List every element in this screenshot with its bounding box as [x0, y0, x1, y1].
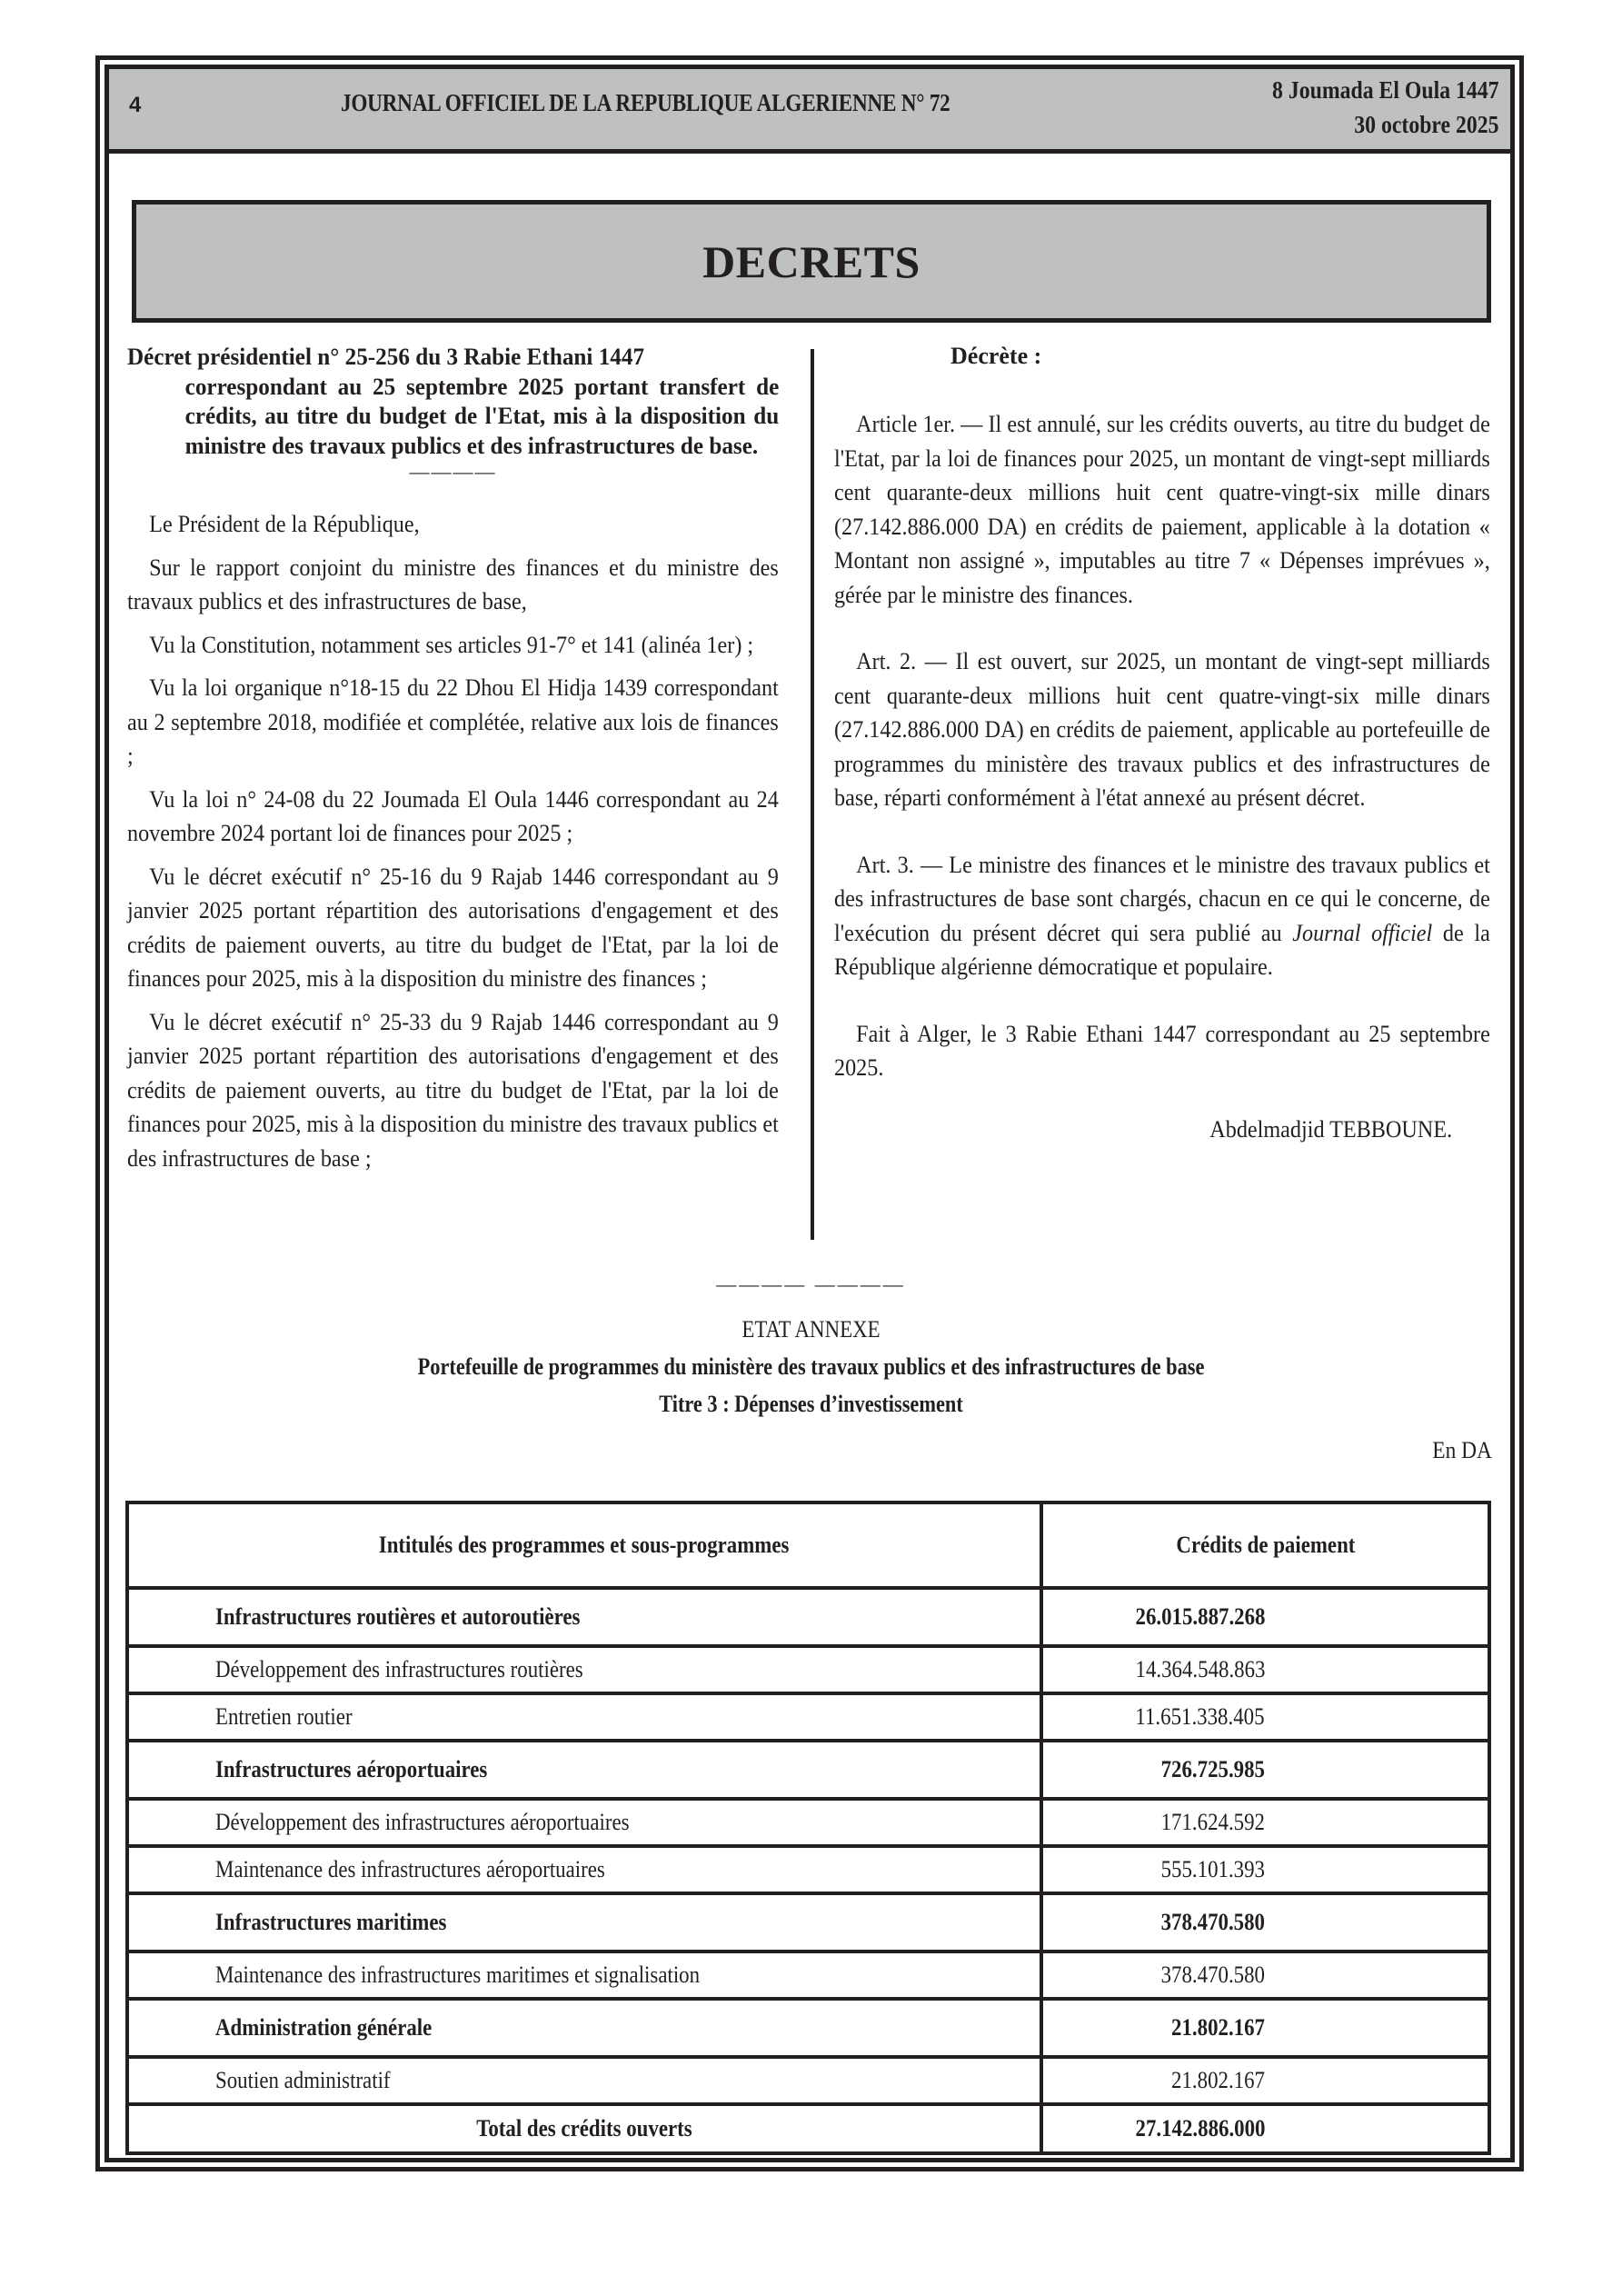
article-1: Article 1er. — Il est annulé, sur les crédits ouverts, au titre du budget de l'Etat, par la loi de finances pour 2025, un montant de vingt-sept milliards cent quarante-deux millions huit cent quatre-vingt-six mille dinars (27.142.886.000 DA) en crédits de paiement, applicable à la dotation « Montant non assigné », imputables au titre 7 « Dépenses imprévues », gérée par le ministre des finances.	[834, 411, 1490, 608]
journal-officiel-italic: Journal officiel	[1292, 919, 1433, 946]
done-at: Fait à Alger, le 3 Rabie Ethani 1447 correspondant au 25 septembre 2025.	[834, 1020, 1490, 1081]
table-row-program: Administration générale 21.802.167	[127, 1999, 1489, 2057]
table-row-subprogram: Maintenance des infrastructures maritimes et signalisation 378.470.580	[127, 1952, 1489, 1999]
header-credits: Crédits de paiement	[1041, 1502, 1489, 1588]
annex-subtitle: Portefeuille de programmes du ministère des travaux publics et des infrastructures de base	[417, 1353, 1205, 1380]
decree-title-rest: correspondant au 25 septembre 2025 portant transfert de crédits, au titre du budget de l'Etat, mis à la disposition du ministre des travaux publics et des infrastructures de base.	[184, 372, 780, 459]
table-row-subprogram: Soutien administratif 21.802.167	[127, 2057, 1489, 2104]
header-programs: Intitulés des programmes et sous-programmes	[127, 1502, 1041, 1588]
section-title: DECRETS	[702, 235, 920, 287]
article-3: Art. 3. — Le ministre des finances et le ministre des travaux publics et des infrastructures de base sont chargés, chacun en ce qui le concerne, de l'exécution du présent décret qui sera publié au Journal officiel de la République algérienne démocratique et populaire.	[834, 851, 1490, 980]
table-row-program: Infrastructures aéroportuaires 726.725.985	[127, 1741, 1489, 1799]
decree-title	[127, 342, 779, 460]
article-2: Art. 2. — Il est ouvert, sur 2025, un montant de vingt-sept milliards cent quarante-deux millions huit cent quatre-vingt-six mille dinars (27.142.886.000 DA) en crédits de paiement, applicable au portefeuille de programmes du ministère des travaux publics et des infrastructures de base, réparti conformément à l'état annexé au présent décret.	[834, 648, 1490, 811]
table-row-subprogram: Développement des infrastructures aéroportuaires 171.624.592	[127, 1799, 1489, 1846]
table-header-row	[127, 1502, 1489, 1588]
decree-title-first-line: Décret présidentiel n° 25-256 du 3 Rabie Ethani 1447	[127, 343, 645, 370]
annex-titre: Titre 3 : Dépenses d’investissement	[659, 1391, 963, 1417]
table-row-subprogram: Développement des infrastructures routières 14.364.548.863	[127, 1646, 1489, 1693]
preamble-paragraph: Vu la loi n° 24-08 du 22 Joumada El Oula 1446 correspondant au 24 novembre 2024 portant loi de finances pour 2025 ;	[127, 785, 779, 846]
preamble-paragraph: Le Président de la République,	[149, 511, 420, 537]
table-row-subprogram: Maintenance des infrastructures aéroportuaires 555.101.393	[127, 1846, 1489, 1893]
title-separator: ————	[409, 460, 497, 483]
issue-date	[1272, 73, 1499, 142]
annex-table	[125, 1501, 1491, 2155]
annex-title: ETAT ANNEXE	[741, 1316, 881, 1343]
column-divider	[811, 349, 814, 1240]
section-banner	[132, 200, 1491, 323]
signature: Abdelmadjid TEBBOUNE.	[1209, 1115, 1453, 1143]
preamble-paragraph: Vu le décret exécutif n° 25-16 du 9 Rajab 1446 correspondant au 9 janvier 2025 portant répartition des autorisations d'engagement et des crédits de paiement ouverts, au titre du budget de l'Etat, par la loi de finances pour 2025, mis à la disposition du ministre des finances ;	[127, 863, 779, 992]
left-column	[127, 342, 779, 1184]
annex-unit: En DA	[1432, 1437, 1492, 1463]
gregorian-date: 30 octobre 2025	[1354, 111, 1499, 138]
preamble-paragraph: Sur le rapport conjoint du ministre des finances et du ministre des travaux publics et des infrastructures de base,	[127, 554, 779, 614]
hijri-date: 8 Joumada El Oula 1447	[1272, 76, 1499, 104]
table-row-subprogram: Entretien routier 11.651.338.405	[127, 1693, 1489, 1741]
annex-separator: ———— ————	[716, 1273, 906, 1295]
right-column	[834, 342, 1490, 1146]
journal-header	[109, 69, 1510, 154]
journal-title: JOURNAL OFFICIEL DE LA REPUBLIQUE ALGERIENNE N° 72	[341, 89, 950, 116]
table-row-program: Infrastructures maritimes 378.470.580	[127, 1893, 1489, 1952]
table-row-total: Total des crédits ouverts 27.142.886.000	[127, 2104, 1489, 2153]
preamble-paragraph: Vu la loi organique n°18-15 du 22 Dhou El Hidja 1439 correspondant au 2 septembre 2018, modifiée et complétée, relative aux lois de finances ;	[127, 674, 779, 769]
page-number: 4	[129, 93, 142, 117]
decrete-label: Décrète :	[950, 343, 1042, 369]
table-row-program: Infrastructures routières et autoroutières 26.015.887.268	[127, 1588, 1489, 1646]
preamble-paragraph: Vu le décret exécutif n° 25-33 du 9 Rajab 1446 correspondant au 9 janvier 2025 portant répartition des autorisations d'engagement et des crédits de paiement ouverts, au titre du budget de l'Etat, par la loi de finances pour 2025, mis à la disposition du ministre des travaux publics et des infrastructures de base ;	[127, 1008, 779, 1172]
preamble-paragraph: Vu la Constitution, notamment ses articles 91-7° et 141 (alinéa 1er) ;	[149, 631, 754, 658]
